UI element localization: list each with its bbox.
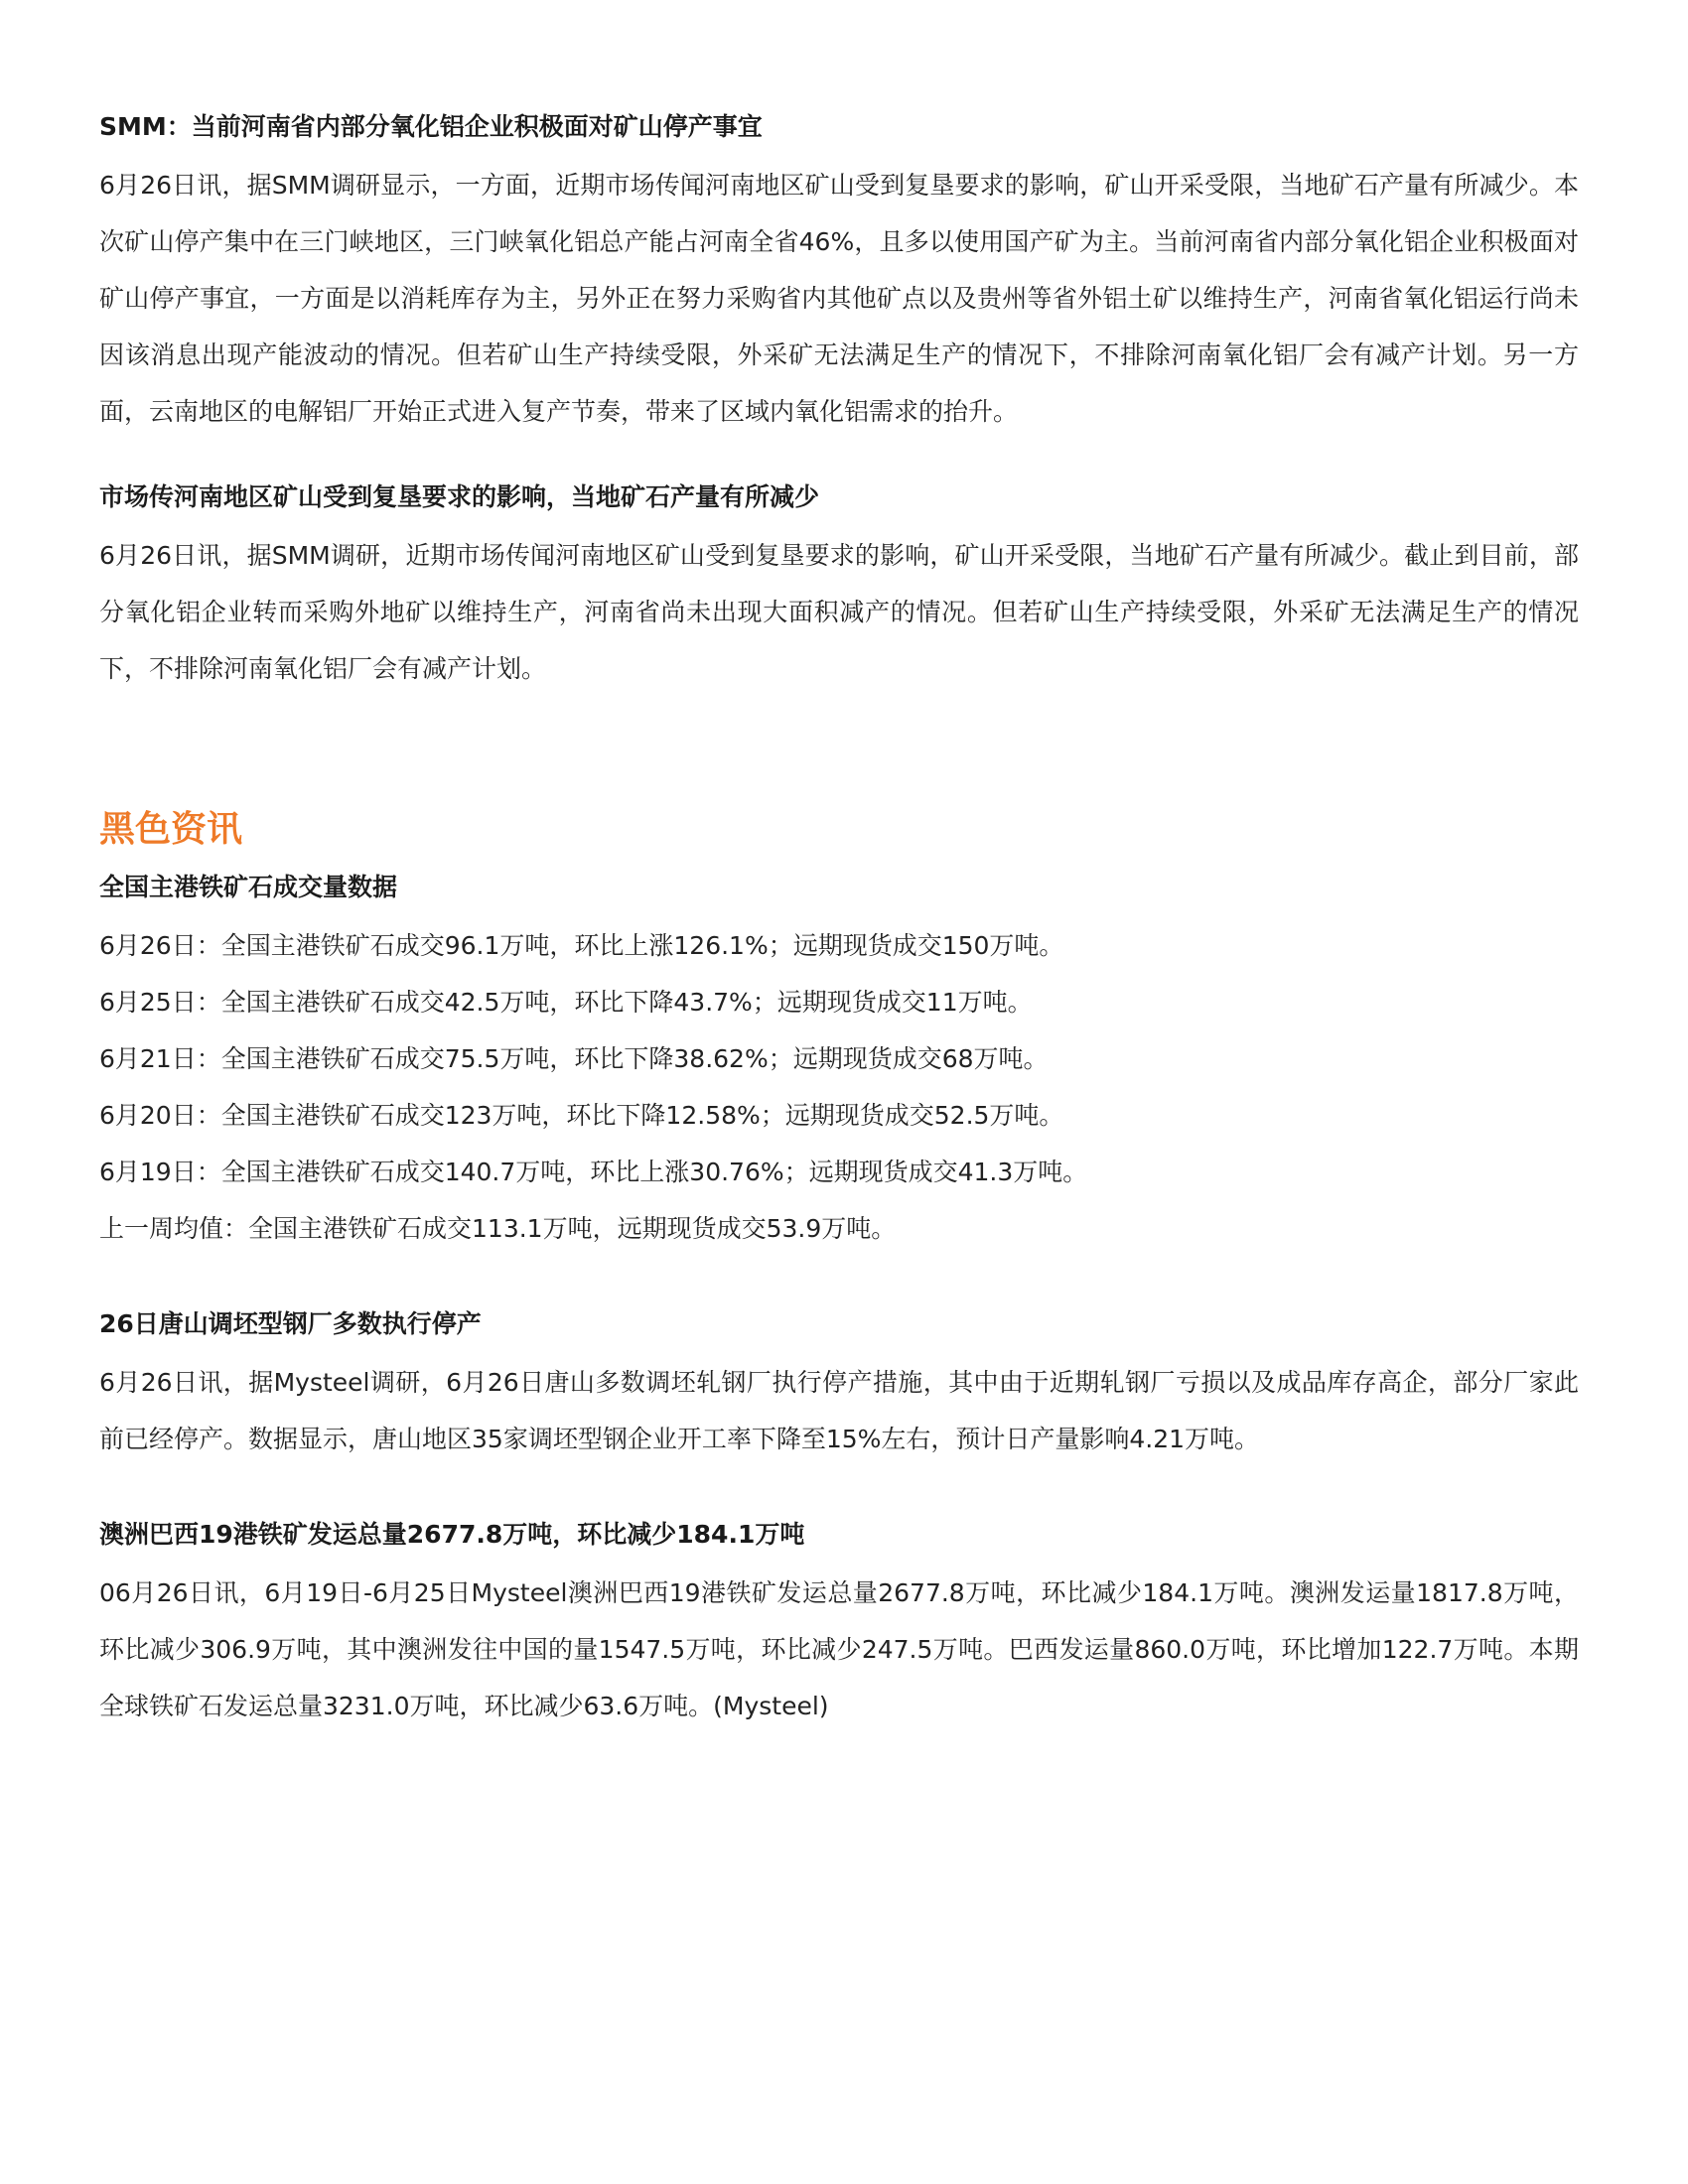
data-line: 6月26日：全国主港铁矿石成交96.1万吨，环比上涨126.1%；远期现货成交150万吨。 [99, 931, 1064, 960]
article-henan-mines [99, 478, 1579, 697]
article-iron-ore-volume [99, 868, 1579, 1257]
article-title: 26日唐山调坯型钢厂多数执行停产 [99, 1309, 482, 1338]
article-title: 全国主港铁矿石成交量数据 [99, 873, 398, 901]
article-body: 6月26日讯，据SMM调研，近期市场传闻河南地区矿山受到复垦要求的影响，矿山开采受限，当地矿石产量有所减少。截止到目前，部分氧化铝企业转而采购外地矿以维持生产，河南省尚未出现大面积减产的情况。但若矿山生产持续受限，外采矿无法满足生产的情况下，不排除河南氧化铝厂会有减产计划。 [99, 541, 1579, 683]
article-body: 06月26日讯，6月19日-6月25日Mysteel澳洲巴西19港铁矿发运总量2677.8万吨，环比减少184.1万吨。澳洲发运量1817.8万吨，环比减少306.9万吨，其中澳洲发往中国的量1547.5万吨，环比减少247.5万吨。巴西发运量860.0万吨，环比增加122.7万吨。本期全球铁矿石发运总量3231.0万吨，环比减少63.6万吨。(Mysteel) [99, 1578, 1579, 1720]
article-body: 6月26日讯，据SMM调研显示，一方面，近期市场传闻河南地区矿山受到复垦要求的影响，矿山开采受限，当地矿石产量有所减少。本次矿山停产集中在三门峡地区，三门峡氧化铝总产能占河南全省46%，且多以使用国产矿为主。当前河南省内部分氧化铝企业积极面对矿山停产事宜，一方面是以消耗库存为主，另外正在努力采购省内其他矿点以及贵州等省外铝土矿以维持生产，河南省氧化铝运行尚未因该消息出现产能波动的情况。但若矿山生产持续受限，外采矿无法满足生产的情况下，不排除河南氧化铝厂会有减产计划。另一方面，云南地区的电解铝厂开始正式进入复产节奏，带来了区域内氧化铝需求的抬升。 [99, 171, 1579, 426]
data-line: 6月19日：全国主港铁矿石成交140.7万吨，环比上涨30.76%；远期现货成交41.3万吨。 [99, 1158, 1088, 1186]
article-tangshan-steel [99, 1304, 1579, 1467]
article-body: 6月26日讯，据Mysteel调研，6月26日唐山多数调坯轧钢厂执行停产措施，其中由于近期轧钢厂亏损以及成品库存高企，部分厂家此前已经停产。数据显示，唐山地区35家调坯型钢企业开工率下降至15%左右，预计日产量影响4.21万吨。 [99, 1368, 1579, 1453]
data-line: 上一周均值：全国主港铁矿石成交113.1万吨，远期现货成交53.9万吨。 [99, 1214, 897, 1243]
article-title: 澳洲巴西19港铁矿发运总量2677.8万吨，环比减少184.1万吨 [99, 1520, 805, 1549]
article-ore-shipments [99, 1515, 1579, 1734]
data-line: 6月21日：全国主港铁矿石成交75.5万吨，环比下降38.62%；远期现货成交68万吨。 [99, 1044, 1049, 1073]
article-title: 市场传河南地区矿山受到复垦要求的影响，当地矿石产量有所减少 [99, 482, 820, 511]
document-page [99, 107, 1579, 1734]
section-title-ferrous-news: 黑色资讯 [99, 809, 243, 850]
data-line: 6月25日：全国主港铁矿石成交42.5万吨，环比下降43.7%；远期现货成交11万吨。 [99, 988, 1033, 1017]
article-title: SMM：当前河南省内部分氧化铝企业积极面对矿山停产事宜 [99, 112, 763, 141]
data-line: 6月20日：全国主港铁矿石成交123万吨，环比下降12.58%；远期现货成交52.5万吨。 [99, 1101, 1064, 1130]
article-smm-alumina [99, 107, 1579, 440]
